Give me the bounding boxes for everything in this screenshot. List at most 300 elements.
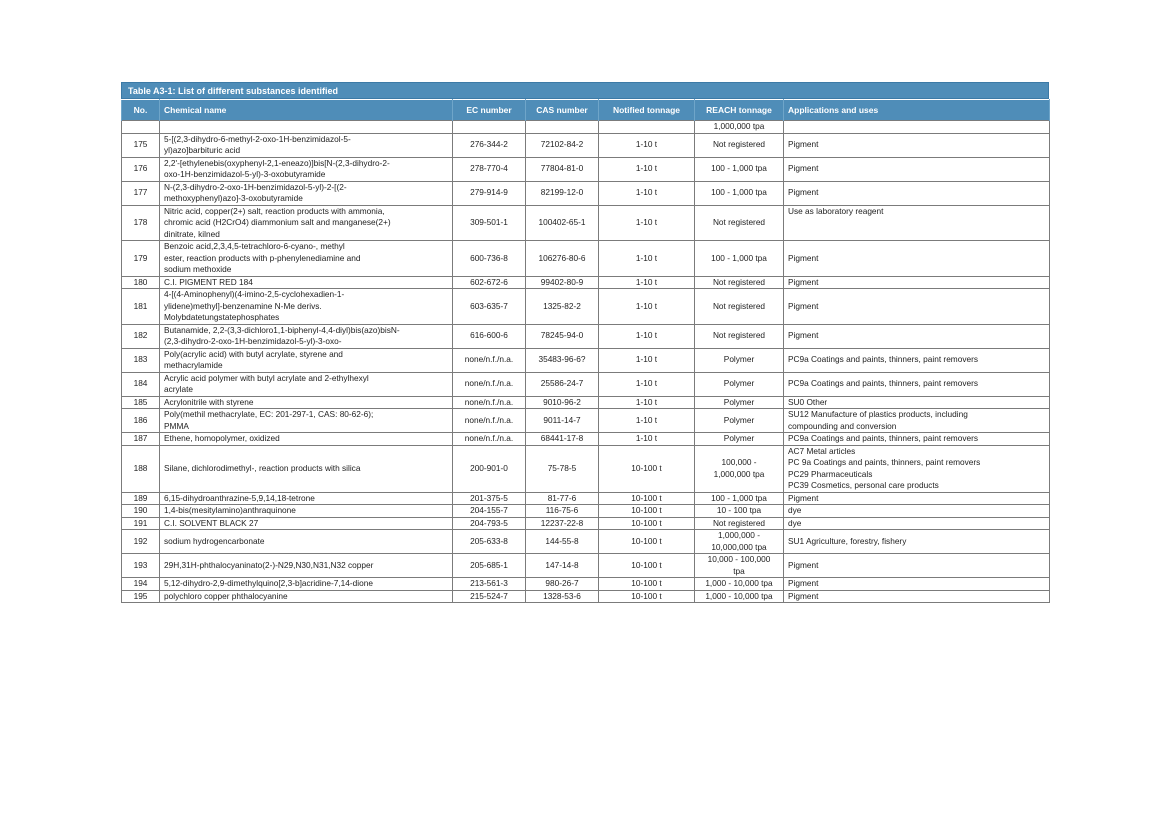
cell-chemical-name	[160, 205, 453, 241]
cell-chemical-name	[160, 505, 453, 518]
cell-cas-number	[526, 517, 599, 530]
cell-notified-tonnage-line: 1-10 t	[635, 433, 658, 443]
cell-cas-number-line: 72102-84-2	[540, 139, 584, 150]
cell-applications	[784, 505, 1050, 518]
table-row	[122, 289, 1050, 325]
cell-cas-number-line: 116-75-6	[545, 505, 579, 515]
cell-cas-number-line: 147-14-8	[545, 559, 579, 570]
cell-chemical-name-line: 5,12-dihydro-2,9-dimethylquino[2,3-b]acridine-7,14-dione	[164, 578, 373, 588]
cell-ec-number-line: 200-901-0	[470, 462, 508, 473]
cell-applications-line: Pigment	[788, 252, 819, 263]
cell-no-line: 175	[133, 139, 148, 150]
cell-cas-number-line: 75-78-5	[547, 462, 577, 473]
cell-chemical-name-line: (2,3-dihydro-2-oxo-1H-benzimidazol-5-yl)-3-oxo-	[164, 336, 342, 346]
cell-notified-tonnage-line: 1-10 t	[635, 300, 658, 311]
cell-notified-tonnage-line: 1-10 t	[635, 163, 658, 174]
cell-ec-number	[453, 276, 526, 289]
table-row	[122, 409, 1050, 433]
cell-cas-number	[526, 241, 599, 277]
cell-ec-number-line: 276-344-2	[470, 139, 508, 150]
cell-applications-line: dye	[788, 517, 802, 528]
cell-applications-line: compounding and conversion	[788, 420, 897, 431]
table-row	[122, 590, 1050, 603]
cell-reach-tonnage	[695, 578, 784, 591]
cell-cas-number-line: 980-26-7	[545, 578, 579, 588]
cell-applications	[784, 133, 1050, 157]
cell-ec-number-line: 600-736-8	[470, 252, 508, 263]
cell-notified-tonnage-line: 1-10 t	[635, 354, 658, 365]
cell-cas-number	[526, 289, 599, 325]
cell-cas-number-line: 99402-80-9	[540, 276, 584, 287]
cell-no	[122, 205, 160, 241]
cell-chemical-name-line: 6,15-dihydroanthrazine-5,9,14,18-tetrone	[164, 492, 315, 503]
cell-no-line: 195	[133, 590, 148, 601]
cell-reach-tonnage-line: 100,000 -	[721, 457, 757, 467]
cell-no	[122, 348, 160, 372]
cell-chemical-name	[160, 396, 453, 409]
cell-reach-tonnage-line: 100 - 1,000 tpa	[711, 252, 767, 263]
cell-chemical-name	[160, 409, 453, 433]
cell-chemical-name-line: Benzoic acid,2,3,4,5-tetrachloro-6-cyano-, methyl	[164, 241, 345, 251]
cell-reach-tonnage	[695, 133, 784, 157]
cell-notified-tonnage	[599, 205, 695, 241]
cell-no	[122, 241, 160, 277]
cell-notified-tonnage-line: 1-10 t	[635, 139, 658, 150]
cell-cas-number	[526, 492, 599, 505]
cell-notified-tonnage	[599, 492, 695, 505]
cell-cas-number	[526, 133, 599, 157]
cell-cas-number	[526, 530, 599, 554]
cell-reach-tonnage-line: Polymer	[723, 396, 755, 407]
cell-notified-tonnage-line: 1-10 t	[635, 396, 658, 407]
cell-reach-tonnage-line: Polymer	[723, 378, 755, 389]
col-header-notified-tonnage: Notified tonnage	[599, 100, 695, 121]
cell-ec-number	[453, 372, 526, 396]
cell-cas-number	[526, 181, 599, 205]
cell-ec-number-line: 205-685-1	[470, 559, 508, 570]
col-header-applications: Applications and uses	[784, 100, 1050, 121]
cell-ec-number	[453, 157, 526, 181]
cell-cas-number	[526, 409, 599, 433]
cell-no	[122, 289, 160, 325]
cell-no	[122, 445, 160, 492]
cell-reach-tonnage-line: Not registered	[712, 330, 766, 341]
cell-notified-tonnage	[599, 445, 695, 492]
cell-applications	[784, 181, 1050, 205]
table-row	[122, 133, 1050, 157]
cell-notified-tonnage-line: 10-100 t	[631, 462, 662, 473]
cell-reach-tonnage	[695, 505, 784, 518]
cell-notified-tonnage-line: 10-100 t	[631, 535, 662, 546]
cell-chemical-name	[160, 517, 453, 530]
cell-notified-tonnage	[599, 348, 695, 372]
cell-chemical-name-line: chromic acid (H2CrO4) diammonium salt and manganese(2+)	[164, 217, 391, 227]
cell-ec-number-line: 278-770-4	[470, 163, 508, 174]
cell-notified-tonnage-line: 1-10 t	[635, 252, 658, 263]
cell-cas-number	[526, 445, 599, 492]
cell-ec-number-line: none/n.f./n.a.	[464, 396, 514, 407]
cell-cas-number-line: 100402-65-1	[538, 217, 586, 227]
cell-applications	[784, 205, 1050, 241]
cell-reach-tonnage	[695, 409, 784, 433]
cell-notified-tonnage	[599, 372, 695, 396]
cell-notified-tonnage-line: 10-100 t	[631, 559, 662, 570]
cell-reach-tonnage-line: 10 - 100 tpa	[716, 505, 762, 515]
cell-notified-tonnage	[599, 554, 695, 578]
cell-no	[122, 590, 160, 603]
cell-cas-number	[526, 276, 599, 289]
cell-reach-tonnage-line: Polymer	[723, 354, 755, 365]
cell-applications	[784, 276, 1050, 289]
substances-table	[121, 99, 1050, 603]
cell-notified-tonnage-line: 1-10 t	[635, 187, 658, 198]
cell-chemical-name-line: 1,4-bis(mesitylamino)anthraquinone	[164, 505, 296, 515]
cell-notified-tonnage-line: 1-10 t	[635, 414, 658, 425]
cell-reach-tonnage	[695, 157, 784, 181]
cell-notified-tonnage-line: 10-100 t	[631, 505, 662, 515]
cell-chemical-name-line: Ethene, homopolymer, oxidized	[164, 433, 280, 443]
cell-applications	[784, 241, 1050, 277]
cell-notified-tonnage	[599, 505, 695, 518]
cell-chemical-name-line: methoxyphenyl)azo]-3-oxobutyramide	[164, 193, 303, 203]
cell-chemical-name-line: 4-[(4-Aminophenyl)(4-imino-2,5-cyclohexadien-1-	[164, 289, 345, 299]
cell-reach-tonnage-line: 1,000,000 -	[718, 530, 760, 540]
table-row	[122, 372, 1050, 396]
cell-ec-number	[453, 289, 526, 325]
cell-cas-number-line: 9010-96-2	[543, 396, 581, 407]
cell-chemical-name-line: yl)azo]barbituric acid	[164, 145, 241, 155]
table-row	[122, 492, 1050, 505]
cell-no-line: 191	[133, 517, 148, 528]
cell-no	[122, 530, 160, 554]
table-row	[122, 530, 1050, 554]
cell-chemical-name-line: Nitric acid, copper(2+) salt, reaction products with ammonia,	[164, 205, 385, 216]
cell-applications	[784, 372, 1050, 396]
col-header-no: No.	[122, 100, 160, 121]
cell-applications	[784, 554, 1050, 578]
cell-notified-tonnage-line: 10-100 t	[631, 590, 662, 601]
cell-notified-tonnage	[599, 241, 695, 277]
cell-applications-line: PC 9a Coatings and paints, thinners, paint removers	[788, 457, 981, 467]
cell-chemical-name	[160, 530, 453, 554]
cell-no	[122, 133, 160, 157]
cell-cas-number	[526, 433, 599, 446]
cell-notified-tonnage	[599, 396, 695, 409]
cell-cas-number-line: 1325-82-2	[543, 300, 581, 311]
table-row	[122, 505, 1050, 518]
cell-no-line: 189	[133, 492, 148, 503]
cell-chemical-name-line: sodium methoxide	[164, 264, 232, 274]
cell-applications-line: PC9a Coatings and paints, thinners, paint removers	[788, 433, 979, 443]
cell-no-line: 185	[133, 396, 148, 407]
cell-ec-number-line: 215-524-7	[470, 590, 508, 601]
cell-notified-tonnage-line: 1-10 t	[635, 330, 658, 341]
cell-reach-tonnage-line: Not registered	[712, 276, 766, 287]
cell-reach-tonnage-line: Not registered	[712, 517, 766, 528]
carry-over-row	[122, 121, 1050, 134]
cell-notified-tonnage	[599, 433, 695, 446]
cell-applications-line: PC39 Cosmetics, personal care products	[788, 480, 939, 490]
table-row	[122, 324, 1050, 348]
cell-cas-number-line: 12237-22-8	[540, 517, 584, 528]
cell-chemical-name	[160, 445, 453, 492]
cell-notified-tonnage	[599, 276, 695, 289]
substances-table-section	[121, 82, 1049, 603]
table-row	[122, 241, 1050, 277]
cell-no-line: 176	[133, 163, 148, 174]
cell-cas-number-line: 25586-24-7	[540, 378, 584, 389]
cell-reach-tonnage	[695, 517, 784, 530]
cell-applications-line: dye	[788, 505, 802, 515]
cell-notified-tonnage-line: 10-100 t	[631, 492, 662, 503]
cell-notified-tonnage	[599, 578, 695, 591]
cell-reach-tonnage-line: 1,000 - 10,000 tpa	[705, 578, 773, 588]
cell-reach-tonnage	[695, 372, 784, 396]
cell-reach-tonnage	[695, 324, 784, 348]
cell-no-line: 187	[133, 433, 148, 443]
cell-notified-tonnage-line: 1-10 t	[635, 276, 658, 287]
cell-reach-tonnage	[695, 396, 784, 409]
cell-applications	[784, 492, 1050, 505]
cell-ec-number-line: 616-600-6	[470, 330, 508, 341]
cell-ec-number-line: 204-793-5	[470, 517, 508, 528]
cell-ec-number	[453, 205, 526, 241]
cell-no	[122, 372, 160, 396]
cell-notified-tonnage	[599, 157, 695, 181]
cell-ec-number	[453, 324, 526, 348]
table-row	[122, 445, 1050, 492]
cell-reach-tonnage-line: Polymer	[723, 414, 755, 425]
cell-no	[122, 505, 160, 518]
cell-no	[122, 578, 160, 591]
cell-notified-tonnage-line: 10-100 t	[631, 517, 662, 528]
cell-cas-number-line: 82199-12-0	[540, 187, 584, 198]
cell-cas-number-line: 77804-81-0	[540, 163, 584, 174]
cell-notified-tonnage	[599, 133, 695, 157]
cell-ec-number-line: 279-914-9	[470, 187, 508, 198]
cell-cas-number	[526, 205, 599, 241]
cell-no	[122, 433, 160, 446]
cell-ec-number-line: 204-155-7	[470, 505, 508, 515]
table-row	[122, 276, 1050, 289]
cell-chemical-name-line: Acrylonitrile with styrene	[164, 396, 254, 407]
table-row	[122, 205, 1050, 241]
cell-chemical-name	[160, 578, 453, 591]
cell-applications-line: Pigment	[788, 187, 819, 198]
cell-no	[122, 324, 160, 348]
cell-chemical-name	[160, 590, 453, 603]
cell-notified-tonnage-line: 10-100 t	[631, 578, 662, 588]
cell-no	[122, 181, 160, 205]
cell-reach-tonnage	[695, 348, 784, 372]
cell-applications-line: Use as laboratory reagent	[788, 205, 884, 216]
cell-chemical-name	[160, 348, 453, 372]
cell-applications	[784, 409, 1050, 433]
cell-ec-number	[453, 505, 526, 518]
cell-cas-number-line: 35483-96-6?	[538, 354, 586, 365]
cell-no-line: 186	[133, 414, 148, 425]
cell-no-line: 192	[133, 535, 148, 546]
cell-chemical-name	[160, 433, 453, 446]
cell-chemical-name-line: 2,2'-[ethylenebis(oxyphenyl-2,1-eneazo)]bis[N-(2,3-dihydro-2-	[164, 157, 390, 168]
cell-chemical-name-line: ylidene)methyl]-benzenamine N-Me derivs.	[164, 300, 322, 311]
cell-reach-tonnage	[695, 276, 784, 289]
cell-reach-tonnage-line: 100 - 1,000 tpa	[711, 492, 767, 503]
cell-cas-number-line: 106276-80-6	[538, 252, 586, 263]
cell-cas-number-line: 78245-94-0	[540, 330, 584, 341]
cell-notified-tonnage	[599, 409, 695, 433]
table-row	[122, 433, 1050, 446]
cell-ec-number	[453, 530, 526, 554]
table-row	[122, 578, 1050, 591]
cell-reach-tonnage	[695, 205, 784, 241]
cell-no-line: 178	[133, 217, 148, 227]
cell-notified-tonnage-line: 1-10 t	[635, 217, 658, 227]
cell-cas-number-line: 144-55-8	[545, 535, 579, 546]
cell-chemical-name-line: 5-[(2,3-dihydro-6-methyl-2-oxo-1H-benzimidazol-5-	[164, 133, 351, 144]
cell-applications	[784, 445, 1050, 492]
cell-chemical-name-line: sodium hydrogencarbonate	[164, 535, 265, 546]
cell-no-line: 190	[133, 505, 148, 515]
cell-chemical-name	[160, 372, 453, 396]
cell-chemical-name	[160, 181, 453, 205]
cell-reach-tonnage-line: 100 - 1,000 tpa	[711, 163, 767, 174]
cell-reach-tonnage-line: 10,000,000 tpa	[711, 541, 767, 552]
cell-ec-number	[453, 396, 526, 409]
cell-chemical-name	[160, 133, 453, 157]
cell-no-line: 194	[133, 578, 148, 588]
cell-applications-line: Pigment	[788, 300, 819, 311]
cell-reach-tonnage	[695, 241, 784, 277]
cell-cas-number	[526, 324, 599, 348]
cell-cas-number	[526, 348, 599, 372]
cell-ec-number	[453, 578, 526, 591]
cell-notified-tonnage	[599, 289, 695, 325]
cell-no-line: 183	[133, 354, 148, 365]
cell-ec-number-line: 201-375-5	[470, 492, 508, 503]
cell-chemical-name-line: Poly(methil methacrylate, EC: 201-297-1, CAS: 80-62-6);	[164, 409, 374, 419]
cell-chemical-name-line: PMMA	[164, 420, 189, 431]
cell-ec-number-line: none/n.f./n.a.	[464, 354, 514, 365]
cell-reach-tonnage-line: Not registered	[712, 300, 766, 311]
cell-no-line: 193	[133, 559, 148, 570]
cell-ec-number-line: 213-561-3	[470, 578, 508, 588]
table-caption: Table A3-1: List of different substances identified	[121, 82, 1049, 99]
cell-reach-tonnage-line: Not registered	[712, 217, 766, 227]
cell-cas-number	[526, 578, 599, 591]
cell-applications-line: SU12 Manufacture of plastics products, including	[788, 409, 968, 419]
cell-chemical-name-line: Silane, dichlorodimethyl-, reaction products with silica	[164, 462, 361, 473]
cell-applications-line: Pigment	[788, 330, 819, 341]
cell-reach-tonnage	[695, 554, 784, 578]
cell-chemical-name-line: polychloro copper phthalocyanine	[164, 590, 288, 601]
cell-no	[122, 409, 160, 433]
cell-ec-number-line: none/n.f./n.a.	[464, 433, 514, 443]
cell-no-line: 182	[133, 330, 148, 341]
cell-applications-line: Pigment	[788, 590, 819, 601]
cell-notified-tonnage	[599, 590, 695, 603]
cell-chemical-name-line: 29H,31H-phthalocyaninato(2-)-N29,N30,N31,N32 copper	[164, 559, 374, 570]
cell-no	[122, 517, 160, 530]
cell-no	[122, 554, 160, 578]
cell-ec-number-line: none/n.f./n.a.	[464, 378, 514, 389]
table-row	[122, 517, 1050, 530]
cell-notified-tonnage	[599, 181, 695, 205]
carry-over-reach-cell: 1,000,000 tpa	[695, 121, 784, 134]
col-header-chemical-name: Chemical name	[160, 100, 453, 121]
table-row	[122, 181, 1050, 205]
cell-cas-number-line: 81-77-6	[547, 492, 577, 503]
cell-cas-number	[526, 157, 599, 181]
cell-applications	[784, 433, 1050, 446]
header-row	[122, 100, 1050, 121]
cell-no	[122, 492, 160, 505]
cell-applications-line: SU0 Other	[788, 396, 828, 407]
cell-chemical-name-line: Acrylic acid polymer with butyl acrylate and 2-ethylhexyl	[164, 372, 369, 383]
cell-chemical-name	[160, 289, 453, 325]
cell-reach-tonnage-line: 100 - 1,000 tpa	[711, 187, 767, 198]
col-header-ec-number: EC number	[453, 100, 526, 121]
cell-ec-number	[453, 181, 526, 205]
cell-reach-tonnage	[695, 530, 784, 554]
cell-ec-number	[453, 433, 526, 446]
cell-chemical-name-line: acrylate	[164, 384, 194, 394]
col-header-reach-tonnage: REACH tonnage	[695, 100, 784, 121]
cell-applications	[784, 348, 1050, 372]
cell-applications-line: Pigment	[788, 559, 819, 570]
cell-chemical-name	[160, 276, 453, 289]
cell-cas-number	[526, 372, 599, 396]
cell-ec-number	[453, 517, 526, 530]
cell-no	[122, 157, 160, 181]
cell-chemical-name-line: dinitrate, kilned	[164, 228, 220, 239]
cell-cas-number	[526, 505, 599, 518]
cell-reach-tonnage-line: Polymer	[723, 433, 755, 443]
cell-applications	[784, 517, 1050, 530]
cell-chemical-name-line: ester, reaction products with p-phenylenediamine and	[164, 252, 361, 263]
cell-ec-number	[453, 554, 526, 578]
cell-no-line: 181	[133, 300, 148, 311]
cell-ec-number-line: 603-635-7	[470, 300, 508, 311]
cell-reach-tonnage	[695, 590, 784, 603]
table-row	[122, 554, 1050, 578]
cell-chemical-name-line: C.I. PIGMENT RED 184	[164, 276, 253, 287]
cell-reach-tonnage	[695, 289, 784, 325]
table-row	[122, 157, 1050, 181]
cell-ec-number-line: none/n.f./n.a.	[464, 414, 514, 425]
cell-ec-number	[453, 348, 526, 372]
cell-chemical-name-line: C.I. SOLVENT BLACK 27	[164, 517, 259, 528]
cell-reach-tonnage-line: 10,000 - 100,000	[707, 554, 771, 564]
cell-ec-number	[453, 492, 526, 505]
cell-applications-line: AC7 Metal articles	[788, 445, 856, 456]
cell-reach-tonnage-line: tpa	[733, 565, 745, 576]
cell-notified-tonnage	[599, 530, 695, 554]
cell-applications-line: PC9a Coatings and paints, thinners, paint removers	[788, 378, 979, 389]
cell-ec-number	[453, 241, 526, 277]
cell-applications-line: Pigment	[788, 163, 819, 174]
cell-chemical-name-line: Poly(acrylic acid) with butyl acrylate, styrene and	[164, 348, 343, 359]
cell-chemical-name-line: Molybdatetungstatephosphates	[164, 312, 280, 322]
cell-notified-tonnage	[599, 324, 695, 348]
cell-reach-tonnage	[695, 433, 784, 446]
cell-reach-tonnage	[695, 492, 784, 505]
cell-applications	[784, 324, 1050, 348]
cell-cas-number-line: 68441-17-8	[540, 433, 584, 443]
cell-cas-number	[526, 554, 599, 578]
cell-ec-number	[453, 590, 526, 603]
cell-no-line: 179	[133, 252, 148, 263]
